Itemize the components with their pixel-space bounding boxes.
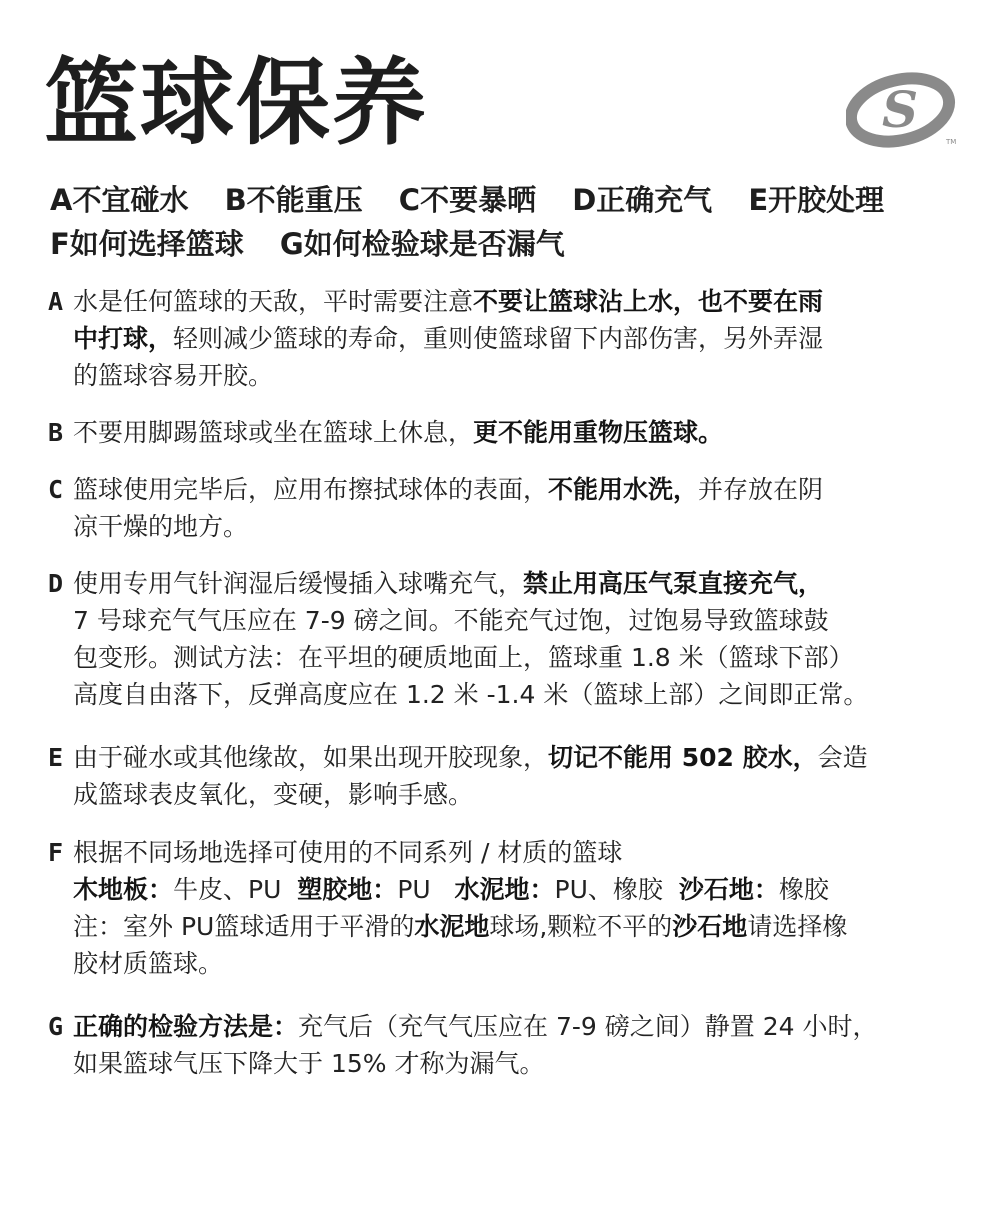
- bold-text: 塑胶地：: [297, 875, 398, 904]
- bold-text: 不能用水洗，: [548, 475, 699, 504]
- text: PU: [397, 875, 431, 904]
- bold-text: 更不能用重物压篮球。: [473, 418, 724, 447]
- page-title: 篮球保养: [44, 49, 429, 158]
- section-c: [48, 471, 968, 545]
- text: 高度自由落下，反弹高度应在 1.2 米 -1.4 米（篮球上部）之间即正常。: [73, 680, 869, 709]
- text: 根据不同场地选择可使用的不同系列 / 材质的篮球: [73, 838, 623, 867]
- text: 充气后（充气气压应在 7-9 磅之间）静置 24 小时，: [298, 1012, 878, 1041]
- section-letter: F: [48, 838, 64, 867]
- section-b: [48, 414, 968, 451]
- bold-text: 不要让篮球沾上水，也不要在雨: [473, 287, 824, 316]
- text: 使用专用气针润湿后缓慢插入球嘴充气，: [73, 569, 524, 598]
- section-letter: E: [48, 743, 64, 772]
- table-of-contents: [50, 178, 970, 266]
- text: 如果篮球气压下降大于 15% 才称为漏气。: [73, 1049, 545, 1078]
- section-letter: G: [48, 1012, 64, 1041]
- text: 会造: [817, 743, 868, 772]
- text: 牛皮、PU: [173, 875, 282, 904]
- bold-text: 木地板：: [73, 875, 174, 904]
- section-g: [48, 1008, 968, 1082]
- text: 轻则减少篮球的寿命，重则使篮球留下内部伤害，另外弄湿: [173, 324, 824, 353]
- section-letter: A: [48, 287, 64, 316]
- section-e: [48, 739, 968, 813]
- text: 不要用脚踢篮球或坐在篮球上休息，: [73, 418, 474, 447]
- text: 包变形。测试方法：在平坦的硬质地面上，篮球重 1.8 米（篮球下部）: [73, 643, 854, 672]
- toc-item-g: G如何检验球是否漏气: [279, 227, 565, 261]
- section-body: [73, 739, 968, 813]
- toc-item-e: E开胶处理: [748, 183, 885, 217]
- toc-line-1: [50, 178, 970, 222]
- section-d: [48, 565, 968, 713]
- section-body: [73, 834, 968, 982]
- toc-item-f: F如何选择篮球: [50, 227, 244, 261]
- text: 注：室外 PU篮球适用于平滑的: [73, 912, 415, 941]
- text: 水是任何篮球的天敌，平时需要注意: [73, 287, 474, 316]
- toc-line-2: [50, 222, 970, 266]
- section-f: [48, 834, 968, 982]
- text: 篮球使用完毕后，应用布擦拭球体的表面，: [73, 475, 549, 504]
- section-body: [73, 283, 968, 394]
- section-letter: D: [48, 569, 64, 598]
- section-letter: C: [48, 475, 64, 504]
- toc-item-a: A不宜碰水: [50, 183, 189, 217]
- bold-text: 水泥地：: [454, 875, 555, 904]
- logo-letter: S: [881, 80, 919, 139]
- section-a: [48, 283, 968, 394]
- text: 并存放在阴: [698, 475, 824, 504]
- section-body: [73, 1008, 968, 1082]
- section-letter: B: [48, 418, 64, 447]
- text: 由于碰水或其他缘故，如果出现开胶现象，: [73, 743, 549, 772]
- text: 橡胶: [778, 875, 829, 904]
- bold-text: 水泥地: [414, 912, 490, 941]
- bold-text: 中打球，: [73, 324, 174, 353]
- text: 凉干燥的地方。: [73, 512, 249, 541]
- text: 的篮球容易开胶。: [73, 361, 274, 390]
- text: 7 号球充气气压应在 7-9 磅之间。不能充气过饱，过饱易导致篮球鼓: [73, 606, 829, 635]
- text: 球场,颗粒不平的: [489, 912, 673, 941]
- bold-text: 切记不能用 502 胶水，: [548, 743, 818, 772]
- bold-text: 沙石地：: [678, 875, 779, 904]
- toc-item-b: B不能重压: [224, 183, 363, 217]
- logo-trademark: TM: [946, 138, 957, 146]
- bold-text: 禁止用高压气泵直接充气，: [523, 569, 824, 598]
- material-list: [73, 871, 968, 908]
- toc-item-c: C不要暴晒: [398, 183, 537, 217]
- text: PU、橡胶: [554, 875, 663, 904]
- section-body: [73, 471, 968, 545]
- section-body: [73, 414, 968, 451]
- text: 成篮球表皮氧化，变硬，影响手感。: [73, 780, 474, 809]
- bold-text: 正确的检验方法是：: [73, 1012, 299, 1041]
- text: 胶材质篮球。: [73, 949, 224, 978]
- brand-logo: [846, 72, 958, 152]
- text: 请选择橡: [747, 912, 848, 941]
- toc-item-d: D正确充气: [572, 183, 713, 217]
- bold-text: 沙石地: [672, 912, 748, 941]
- section-body: [73, 565, 968, 713]
